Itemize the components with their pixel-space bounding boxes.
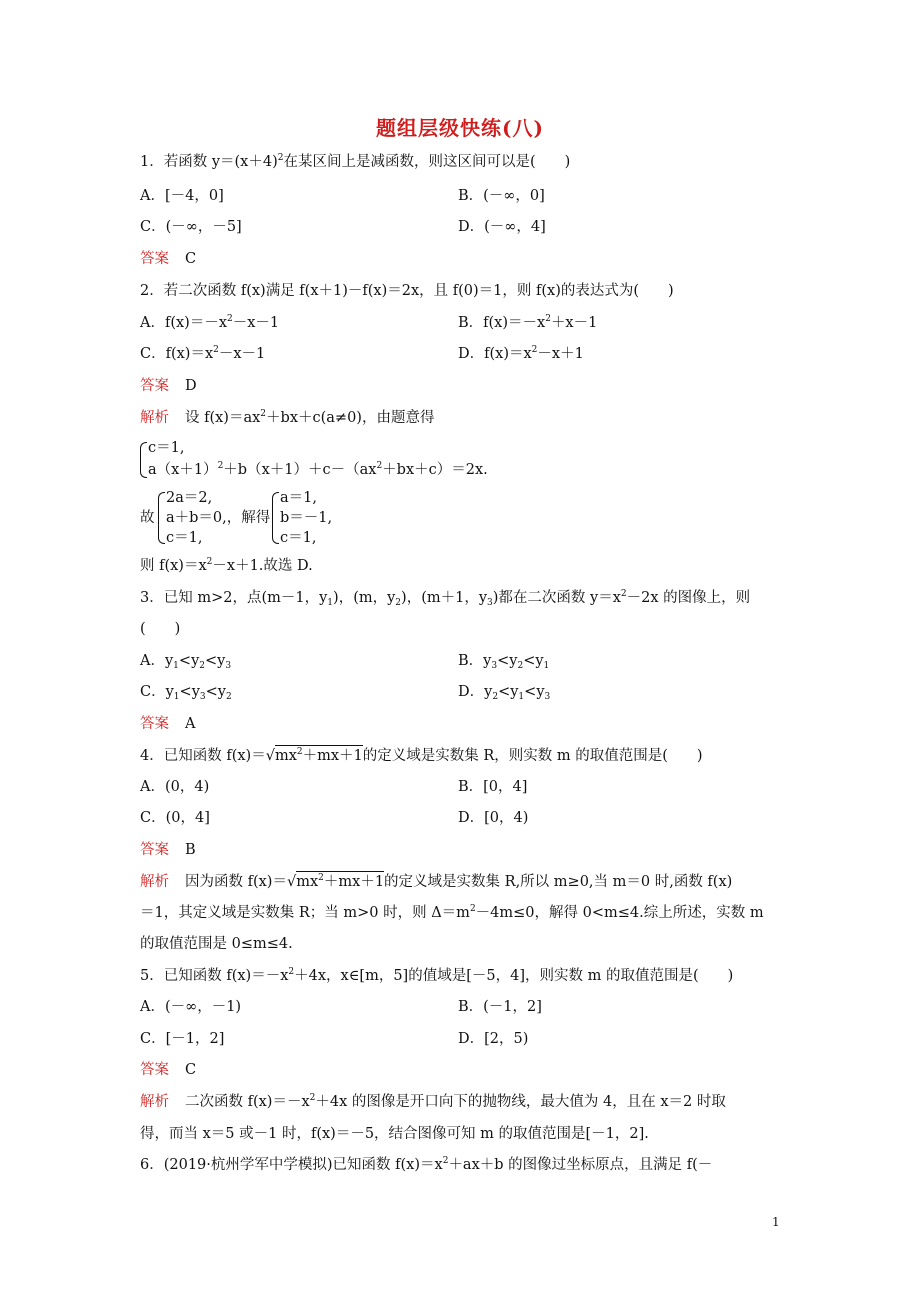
- q5-option-d: D．[2，5): [458, 1031, 529, 1047]
- q4-option-c: C．(0，4]: [140, 810, 210, 826]
- q3-stem-line-2: ( ): [140, 621, 181, 637]
- q2-answer: 答案 D: [140, 378, 197, 394]
- q1-option-a: A．[－4，0]: [140, 188, 224, 204]
- q4-stem: 4．已知函数 $f(x)=√mx^2+mx+1$的定义域是实数集 R，则实数 m 的取值范围是( ): [140, 747, 703, 764]
- q2-option-d: D．$f(x)=x^2-x+1$: [458, 345, 584, 362]
- q3-option-a: A．$y_1<y_2<y_3$: [140, 653, 232, 671]
- q4-option-d: D．[0，4): [458, 810, 529, 826]
- q1-option-b: B．(－∞，0]: [458, 188, 545, 204]
- q2-sys2-line-2: a＋b＝0,，解得: [166, 510, 271, 526]
- q4-analysis-radicand: $mx^2+mx+1$: [296, 873, 385, 890]
- q4-option-b: B．[0，4]: [458, 779, 528, 795]
- q1-option-c: C．(－∞，－5]: [140, 219, 242, 235]
- q2-option-a: A．$f(x)=-x^2-x-1$: [140, 314, 280, 331]
- q2-option-c: C．$f(x)=x^2-x-1$: [140, 345, 266, 362]
- q3-stem: 3．已知 m>2，点(m－1，$y_1$)，(m，$y_2$)，(m＋1，$y_3$)都在二次函数 $y=x^2-2x$ 的图像上，则: [140, 589, 751, 608]
- q2-gu: 故: [140, 510, 155, 526]
- q5-analysis-line-2: 得，而当 x＝5 或－1 时，f(x)＝－5，结合图像可知 m 的取值范围是[－1，2].: [140, 1126, 649, 1142]
- q2-system-line-2: $a(x+1)^2+b(x+1)+c-(ax^2+bx+c)=2x$.: [148, 461, 488, 478]
- q4-analysis-line-3: 的取值范围是 0≤m≤4.: [140, 936, 293, 952]
- q5-stem: 5．已知函数 $f(x)=-x^2+4x$，x∈[m，5]的值域是[－5，4]，则实数 m 的取值范围是( ): [140, 967, 734, 984]
- page-title: 题组层级快练(八): [376, 116, 544, 140]
- q5-option-c: C．[－1，2]: [140, 1031, 225, 1047]
- q5-answer: 答案 C: [140, 1062, 197, 1078]
- q2-system-line-1: c＝1,: [148, 440, 185, 456]
- q1-answer: 答案 C: [140, 251, 197, 267]
- q1-option-d: D．(－∞，4]: [458, 219, 546, 235]
- system-brace: [158, 492, 165, 544]
- q2-sys3-line-2: b＝－1,: [280, 510, 333, 526]
- q2-conclusion: 则 $f(x)=x^2-x+1$.故选 D.: [140, 557, 313, 574]
- q4-option-a: A．(0，4): [140, 779, 210, 795]
- sqrt-sign: √: [265, 748, 275, 764]
- q3-option-b: B．$y_3<y_2<y_1$: [458, 653, 550, 671]
- q4-answer: 答案 B: [140, 842, 196, 858]
- q1-stem: 1．若函数 $y=(x+4)^2$在某区间上是减函数，则这区间可以是( ): [140, 153, 571, 170]
- q5-analysis-line-1: 解析 二次函数 $f(x)=-x^2+4x$ 的图像是开口向下的抛物线，最大值为 4，且在 x＝2 时取: [140, 1093, 726, 1110]
- q2-stem: 2．若二次函数 f(x)满足 f(x＋1)－f(x)＝2x，且 f(0)＝1，则 f(x)的表达式为( ): [140, 283, 674, 299]
- sqrt-sign: √: [286, 874, 297, 890]
- q2-option-b: B．$f(x)=-x^2+x-1$: [458, 314, 598, 331]
- q4-analysis-line-1: 解析 因为函数 $f(x)=√mx^2+mx+1$的定义域是实数集 R,所以 m≥0,当 m＝0 时,函数 f(x): [140, 873, 733, 890]
- system-brace: [140, 442, 147, 478]
- page-number: 1: [772, 1215, 780, 1229]
- q5-option-b: B．(－1，2]: [458, 999, 542, 1015]
- q4-analysis-line-2: ＝1，其定义域是实数集 R；当 m>0 时，则 $\Delta=m^2-4m\le 0$，解得 0<m≤4.综上所述，实数 m: [140, 904, 764, 921]
- q3-option-d: D．$y_2<y_1<y_3$: [458, 684, 551, 702]
- q6-stem: 6．(2019·杭州学军中学模拟)已知函数 $f(x)=x^2+ax+b$ 的图像过坐标原点，且满足 f(－: [140, 1156, 713, 1173]
- q2-sys3-line-3: c＝1,: [280, 530, 317, 546]
- q3-answer: 答案 A: [140, 716, 196, 732]
- system-brace: [272, 492, 279, 544]
- q2-sys2-line-1: 2a＝2,: [166, 490, 213, 506]
- q2-analysis: 解析 设 $f(x)=ax^2+bx+c(a\ne 0)$，由题意得: [140, 409, 435, 426]
- q3-option-c: C．$y_1<y_3<y_2$: [140, 684, 232, 702]
- q2-sys3-line-1: a＝1,: [280, 490, 317, 506]
- q5-option-a: A．(－∞，－1): [140, 999, 242, 1015]
- q4-radicand: $mx^2+mx+1$: [274, 747, 363, 764]
- q2-sys2-line-3: c＝1,: [166, 530, 203, 546]
